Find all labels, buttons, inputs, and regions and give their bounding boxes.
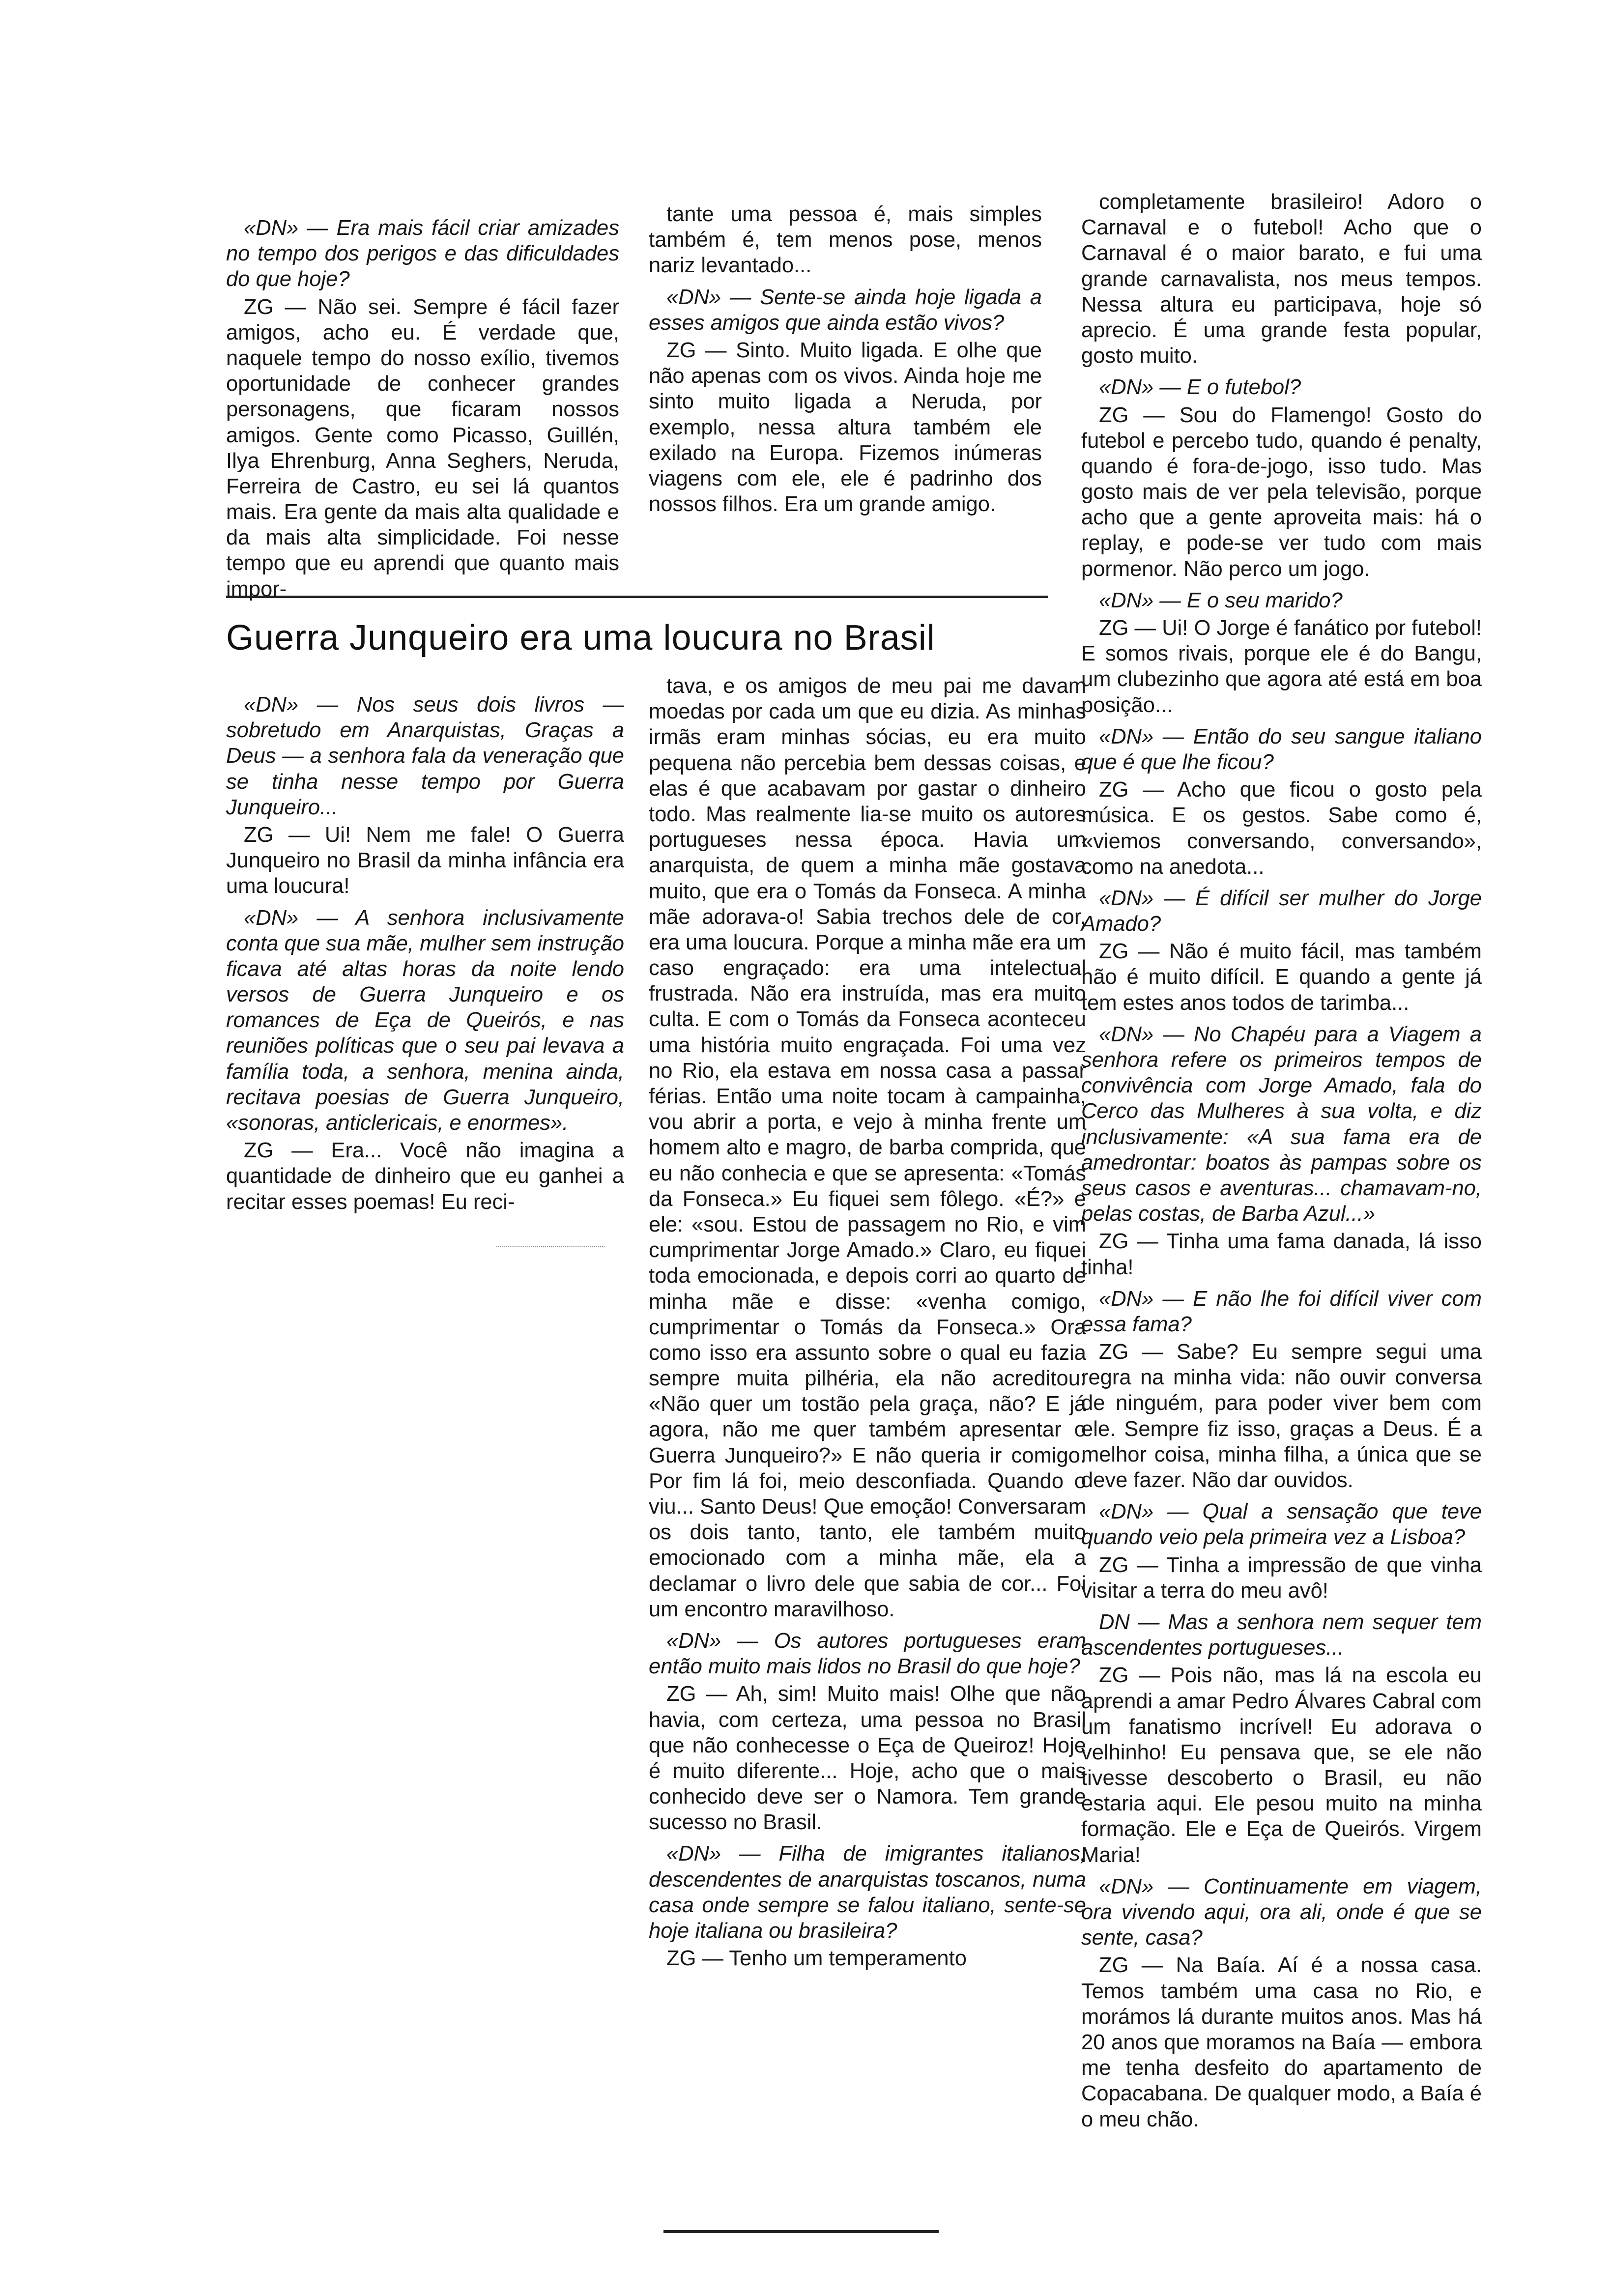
interview-question: «DN» — E o seu marido? xyxy=(1099,588,1343,612)
interview-answer: ZG — Ui! O Jorge é fanático por futebol! E somos rivais, porque ele é do Bangu, um clubezinho que agora até está em boa posição... xyxy=(1081,616,1482,717)
interview-answer: ZG — Na Baía. Aí é a nossa casa. Temos também uma casa no Rio, e morámos lá durante muitos anos. Mas há 20 anos que moramos na Baía — embora me tenha desfeito do apartamento de Copacabana. De qualquer modo, a Baía é o meu chão. xyxy=(1081,1953,1482,2131)
interview-answer: ZG — Tenho um temperamento xyxy=(666,1947,967,1971)
interview-answer: ZG — Era... Você não imagina a quantidade de dinheiro que eu ganhei a recitar esses poemas! Eu reci- xyxy=(226,1139,624,1214)
interview-question: «DN» — Nos seus dois livros — sobretudo em Anarquistas, Graças a Deus — a senhora fala da veneração que se tinha nesse tempo por Guerra Junqueiro... xyxy=(226,693,624,819)
interview-answer: ZG — Sabe? Eu sempre segui uma regra na minha vida: não ouvir conversa de ninguém, para poder viver bem com ele. Sempre fiz isso, graças a Deus. É a melhor coisa, minha filha, a única que se deve fazer. Não dar ouvidos. xyxy=(1081,1340,1482,1492)
article-headline: Guerra Junqueiro era uma loucura no Brasil xyxy=(226,618,935,658)
interview-answer: ZG — Sou do Flamengo! Gosto do futebol e percebo tudo, quando é penalty, quando é fora-de-jogo, isso tudo. Mas gosto mais de ver pela televisão, porque acho que a gente aproveita mais: há o replay, e pode-se ver tudo com mais pormenor. Não perco um jogo. xyxy=(1081,403,1482,581)
interview-question: DN — Mas a senhora nem sequer tem ascendentes portugueses... xyxy=(1081,1610,1482,1660)
interview-answer: ZG — Ui! Nem me fale! O Guerra Junqueiro no Brasil da minha infância era uma loucura! xyxy=(226,823,624,898)
interview-answer: ZG — Não sei. Sempre é fácil fazer amigos, acho eu. É verdade que, naquele tempo do nosso exílio, tivemos oportunidade de conhecer grandes personagens, que ficaram nossos amigos. Gente como Picasso, Guillén, Ilya Ehrenburg, Anna Seghers, Neruda, Ferreira de Castro, eu sei lá quantos mais. Era gente da mais alta qualidade e da mais alta simplicidade. Foi nesse tempo que eu aprendi que quanto mais impor- xyxy=(226,295,619,601)
interview-answer: tava, e os amigos de meu pai me davam moedas por cada um que eu dizia. As minhas irmãs eram minhas sócias, eu era muito pequena não percebia bem dessas coisas, e elas é que acabavam por gastar o dinheiro todo. Mas realmente lia-se muito os autores portugueses nessa época. Havia um anarquista, de quem a minha mãe gostava muito, que era o Tomás da Fonseca. A minha mãe adorava-o! Sabia trechos dele de cor, era uma loucura. Porque a minha mãe era um caso engraçado: era uma intelectual frustrada. Não era instruída, mas era muito culta. E com o Tomás da Fonseca aconteceu uma história muito engraçada. Foi uma vez no Rio, ela estava em nossa casa a passar férias. Então uma noite tocam à campainha, vou abrir a porta, e vejo à minha frente um homem alto e magro, de barba comprida, que eu não conhecia e que se apresenta: «Tomás da Fonseca.» Eu fiquei sem fôlego. «É?» e ele: «sou. Estou de passagem no Rio, e vim cumprimentar Jorge Amado.» Claro, eu fiquei toda emocionada, e depois corri ao quarto de minha mãe e disse: «venha comigo, cumprimentar o Tomás da Fonseca.» Ora como isso era assunto sobre o qual eu fazia sempre muita pilhéria, ela não acreditou: «Não quer um tostão pela graça, não? E já agora, não me quer também apresentar o Guerra Junqueiro?» E não queria ir comigo. Por fim lá foi, meio desconfiada. Quando o viu... Santo Deus! Que emoção! Conversaram os dois tanto, tanto, ele também muito emocionado com a minha mãe, ela a declamar o livro dele que sabia de cor... Foi um encontro maravilhoso. xyxy=(649,674,1086,1621)
column-top-left xyxy=(226,215,619,604)
interview-question: «DN» — Os autores portugueses eram então muito mais lidos no Brasil do que hoje? xyxy=(649,1629,1086,1679)
article-end-rule xyxy=(663,2230,939,2233)
interview-answer: ZG — Tinha uma fama danada, lá isso tinha! xyxy=(1081,1230,1482,1279)
interview-answer: ZG — Tinha a impressão de que vinha visitar a terra do meu avô! xyxy=(1081,1553,1482,1603)
interview-question: «DN» — Qual a sensação que teve quando veio pela primeira vez a Lisboa? xyxy=(1081,1500,1482,1550)
interview-answer: completamente brasileiro! Adoro o Carnaval e o futebol! Acho que o Carnaval é o maior barato, e fui uma grande carnavalista, nos meus tempos. Nessa altura eu participava, hoje só aprecio. É uma grande festa popular, gosto muito. xyxy=(1081,190,1482,368)
interview-question: «DN» — Era mais fácil criar amizades no tempo dos perigos e das dificuldades do que hoje? xyxy=(226,216,619,291)
interview-question: «DN» — E o futebol? xyxy=(1099,375,1301,400)
interview-answer: ZG — Sinto. Muito ligada. E olhe que não apenas com os vivos. Ainda hoje me sinto muito ligada a Neruda, por exemplo, nessa altura também ele exilado na Europa. Fizemos inúmeras viagens com ele, ele é padrinho dos nossos filhos. Era um grande amigo. xyxy=(649,338,1042,517)
interview-question: «DN» — No Chapéu para a Viagem a senhora refere os primeiros tempos de convivência com Jorge Amado, fala do Cerco das Mulheres à sua volta, e diz inclusivamente: «A sua fama era de amedrontar: boatos às pampas sobre os seus casos e aventuras... chamavam-no, pelas costas, de Barba Azul...» xyxy=(1081,1022,1482,1226)
section-divider-rule xyxy=(226,596,1048,598)
interview-answer: ZG — Acho que ficou o gosto pela música. E os gestos. Sabe como é, «viemos conversando, conversando», como na anedota... xyxy=(1081,778,1482,879)
column-end-mark xyxy=(496,1246,604,1247)
interview-question: «DN» — E não lhe foi difícil viver com essa fama? xyxy=(1081,1287,1482,1336)
interview-question: «DN» — Sente-se ainda hoje ligada a esses amigos que ainda estão vivos? xyxy=(649,285,1042,335)
column-lower-middle xyxy=(649,673,1086,1973)
column-top-middle xyxy=(649,201,1042,519)
interview-answer: ZG — Ah, sim! Muito mais! Olhe que não havia, com certeza, uma pessoa no Brasil que não conhecesse o Eça de Queiroz! Hoje é muito diferente... Hoje, acho que o mais conhecido deve ser o Namora. Tem grande sucesso no Brasil. xyxy=(649,1682,1086,1835)
interview-answer: tante uma pessoa é, mais simples também é, tem menos pose, menos nariz levantado... xyxy=(649,202,1042,278)
column-lower-left xyxy=(226,692,624,1217)
column-right xyxy=(1081,189,1482,2134)
interview-answer: ZG — Não é muito fácil, mas também não é muito difícil. E quando a gente já tem estes anos todos de tarimba... xyxy=(1081,940,1482,1015)
interview-question: «DN» — Filha de imigrantes italianos, descendentes de anarquistas toscanos, numa casa onde sempre se falou italiano, sente-se hoje italiana ou brasileira? xyxy=(649,1842,1086,1943)
interview-question: «DN» — Continuamente em viagem, ora vivendo aqui, ora ali, onde é que se sente, casa? xyxy=(1081,1874,1482,1950)
interview-question: «DN» — É difícil ser mulher do Jorge Amado? xyxy=(1081,886,1482,936)
interview-question: «DN» — Então do seu sangue italiano que é que lhe ficou? xyxy=(1081,724,1482,774)
interview-question: «DN» — A senhora inclusivamente conta que sua mãe, mulher sem instrução ficava até altas horas da noite lendo versos de Guerra Junqueiro e os romances de Eça de Queirós, e nas reuniões políticas que o seu pai levava a família toda, a senhora, menina ainda, recitava poesias de Guerra Junqueiro, «sonoras, anticlericais, e enormes». xyxy=(226,906,624,1135)
interview-answer: ZG — Pois não, mas lá na escola eu aprendi a amar Pedro Álvares Cabral com um fanatismo incrível! Eu adorava o velhinho! Eu pensava que, se ele não tivesse descoberto o Brasil, eu não estaria aqui. Ele pesou muito na minha formação. Ele e Eça de Queirós. Virgem Maria! xyxy=(1081,1664,1482,1867)
